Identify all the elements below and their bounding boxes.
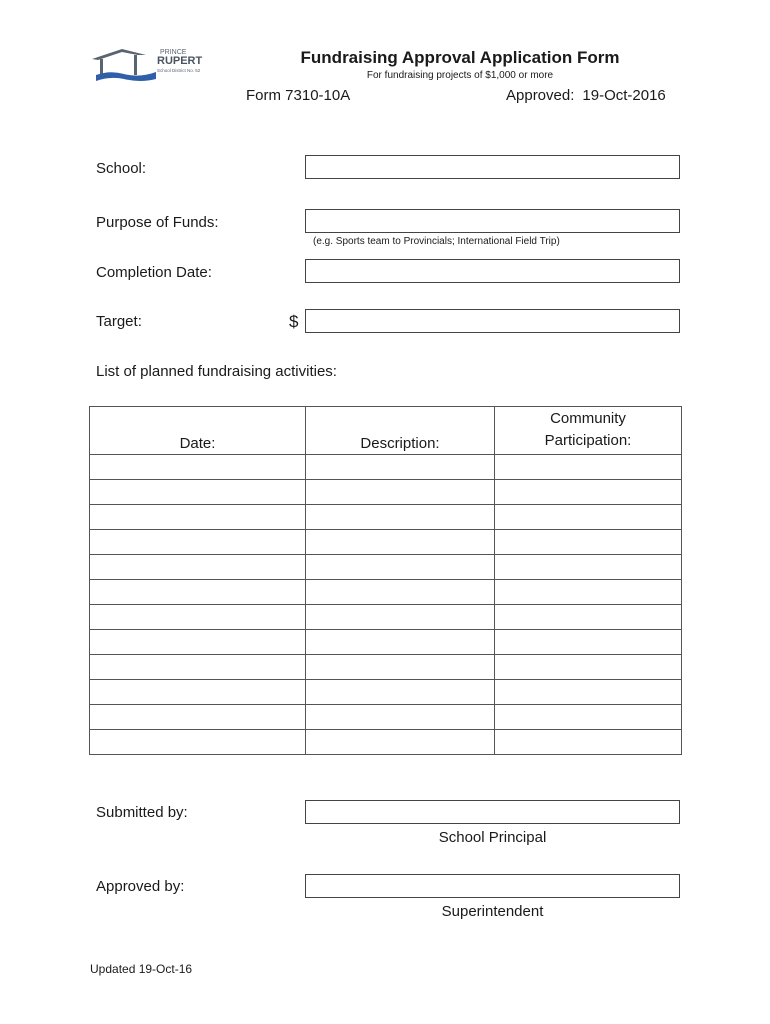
table-row bbox=[90, 655, 682, 680]
prince-rupert-logo bbox=[90, 45, 210, 83]
column-header-description: Description: bbox=[306, 407, 495, 455]
updated-footer: Updated 19-Oct-16 bbox=[90, 962, 193, 976]
cell-description[interactable] bbox=[306, 630, 495, 655]
approved-date-value: 19-Oct-2016 bbox=[582, 87, 666, 104]
cell-date[interactable] bbox=[90, 530, 306, 555]
form-title: Fundraising Approval Application Form bbox=[300, 48, 620, 67]
form-subtitle: For fundraising projects of $1,000 or more bbox=[366, 70, 554, 81]
cell-description[interactable] bbox=[306, 605, 495, 630]
logo-rupert-text: RUPERT bbox=[157, 55, 203, 67]
activities-heading: List of planned fundraising activities: bbox=[96, 363, 337, 380]
cell-description[interactable] bbox=[306, 580, 495, 605]
table-row bbox=[90, 605, 682, 630]
cell-community-participation[interactable] bbox=[495, 730, 682, 755]
logo-district-text: School District No. 52 bbox=[157, 68, 201, 73]
approved-by-label: Approved by: bbox=[96, 878, 185, 895]
cell-description[interactable] bbox=[306, 655, 495, 680]
cell-date[interactable] bbox=[90, 630, 306, 655]
cell-community-participation[interactable] bbox=[495, 630, 682, 655]
cell-community-participation[interactable] bbox=[495, 530, 682, 555]
table-header-row bbox=[90, 407, 682, 455]
cell-date[interactable] bbox=[90, 480, 306, 505]
table-row bbox=[90, 455, 682, 480]
approved-label: Approved: bbox=[506, 87, 575, 104]
cell-community-participation[interactable] bbox=[495, 655, 682, 680]
school-input[interactable] bbox=[305, 155, 680, 179]
cell-date[interactable] bbox=[90, 455, 306, 480]
school-label: School: bbox=[96, 160, 147, 177]
cell-description[interactable] bbox=[306, 480, 495, 505]
target-label: Target: bbox=[96, 313, 142, 330]
cell-date[interactable] bbox=[90, 705, 306, 730]
form-number: Form 7310-10A bbox=[246, 87, 351, 104]
community-participation-text: Community Participation: bbox=[544, 410, 632, 449]
completion-date-input[interactable] bbox=[305, 259, 680, 283]
purpose-hint: (e.g. Sports team to Provincials; International Field Trip) bbox=[313, 236, 560, 247]
table-row bbox=[90, 705, 682, 730]
cell-description[interactable] bbox=[306, 505, 495, 530]
cell-description[interactable] bbox=[306, 455, 495, 480]
dollar-sign: $ bbox=[289, 312, 299, 331]
purpose-input[interactable] bbox=[305, 209, 680, 233]
approved-date bbox=[506, 87, 666, 104]
cell-community-participation[interactable] bbox=[495, 680, 682, 705]
table-row bbox=[90, 580, 682, 605]
cell-community-participation[interactable] bbox=[495, 580, 682, 605]
cell-description[interactable] bbox=[306, 705, 495, 730]
target-input[interactable] bbox=[305, 309, 680, 333]
cell-date[interactable] bbox=[90, 580, 306, 605]
submitted-by-label: Submitted by: bbox=[96, 804, 188, 821]
superintendent-caption: Superintendent bbox=[441, 903, 544, 920]
cell-date[interactable] bbox=[90, 555, 306, 580]
cell-community-participation[interactable] bbox=[495, 455, 682, 480]
cell-community-participation[interactable] bbox=[495, 555, 682, 580]
cell-date[interactable] bbox=[90, 605, 306, 630]
table-row bbox=[90, 680, 682, 705]
logo-prince-text: PRINCE bbox=[160, 49, 187, 56]
cell-community-participation[interactable] bbox=[495, 605, 682, 630]
table-row bbox=[90, 480, 682, 505]
school-principal-caption: School Principal bbox=[438, 829, 547, 846]
table-row bbox=[90, 730, 682, 755]
completion-date-label: Completion Date: bbox=[96, 264, 212, 281]
purpose-label: Purpose of Funds: bbox=[96, 214, 219, 231]
table-row bbox=[90, 505, 682, 530]
column-header-date: Date: bbox=[90, 407, 306, 455]
cell-community-participation[interactable] bbox=[495, 705, 682, 730]
cell-date[interactable] bbox=[90, 655, 306, 680]
column-header-community-participation bbox=[495, 407, 682, 455]
activities-table bbox=[89, 406, 682, 755]
cell-description[interactable] bbox=[306, 680, 495, 705]
cell-community-participation[interactable] bbox=[495, 480, 682, 505]
cell-description[interactable] bbox=[306, 555, 495, 580]
approved-by-input[interactable] bbox=[305, 874, 680, 898]
cell-date[interactable] bbox=[90, 505, 306, 530]
table-row bbox=[90, 555, 682, 580]
cell-date[interactable] bbox=[90, 680, 306, 705]
cell-description[interactable] bbox=[306, 730, 495, 755]
cell-date[interactable] bbox=[90, 730, 306, 755]
cell-community-participation[interactable] bbox=[495, 505, 682, 530]
table-row bbox=[90, 630, 682, 655]
table-row bbox=[90, 530, 682, 555]
submitted-by-input[interactable] bbox=[305, 800, 680, 824]
cell-description[interactable] bbox=[306, 530, 495, 555]
